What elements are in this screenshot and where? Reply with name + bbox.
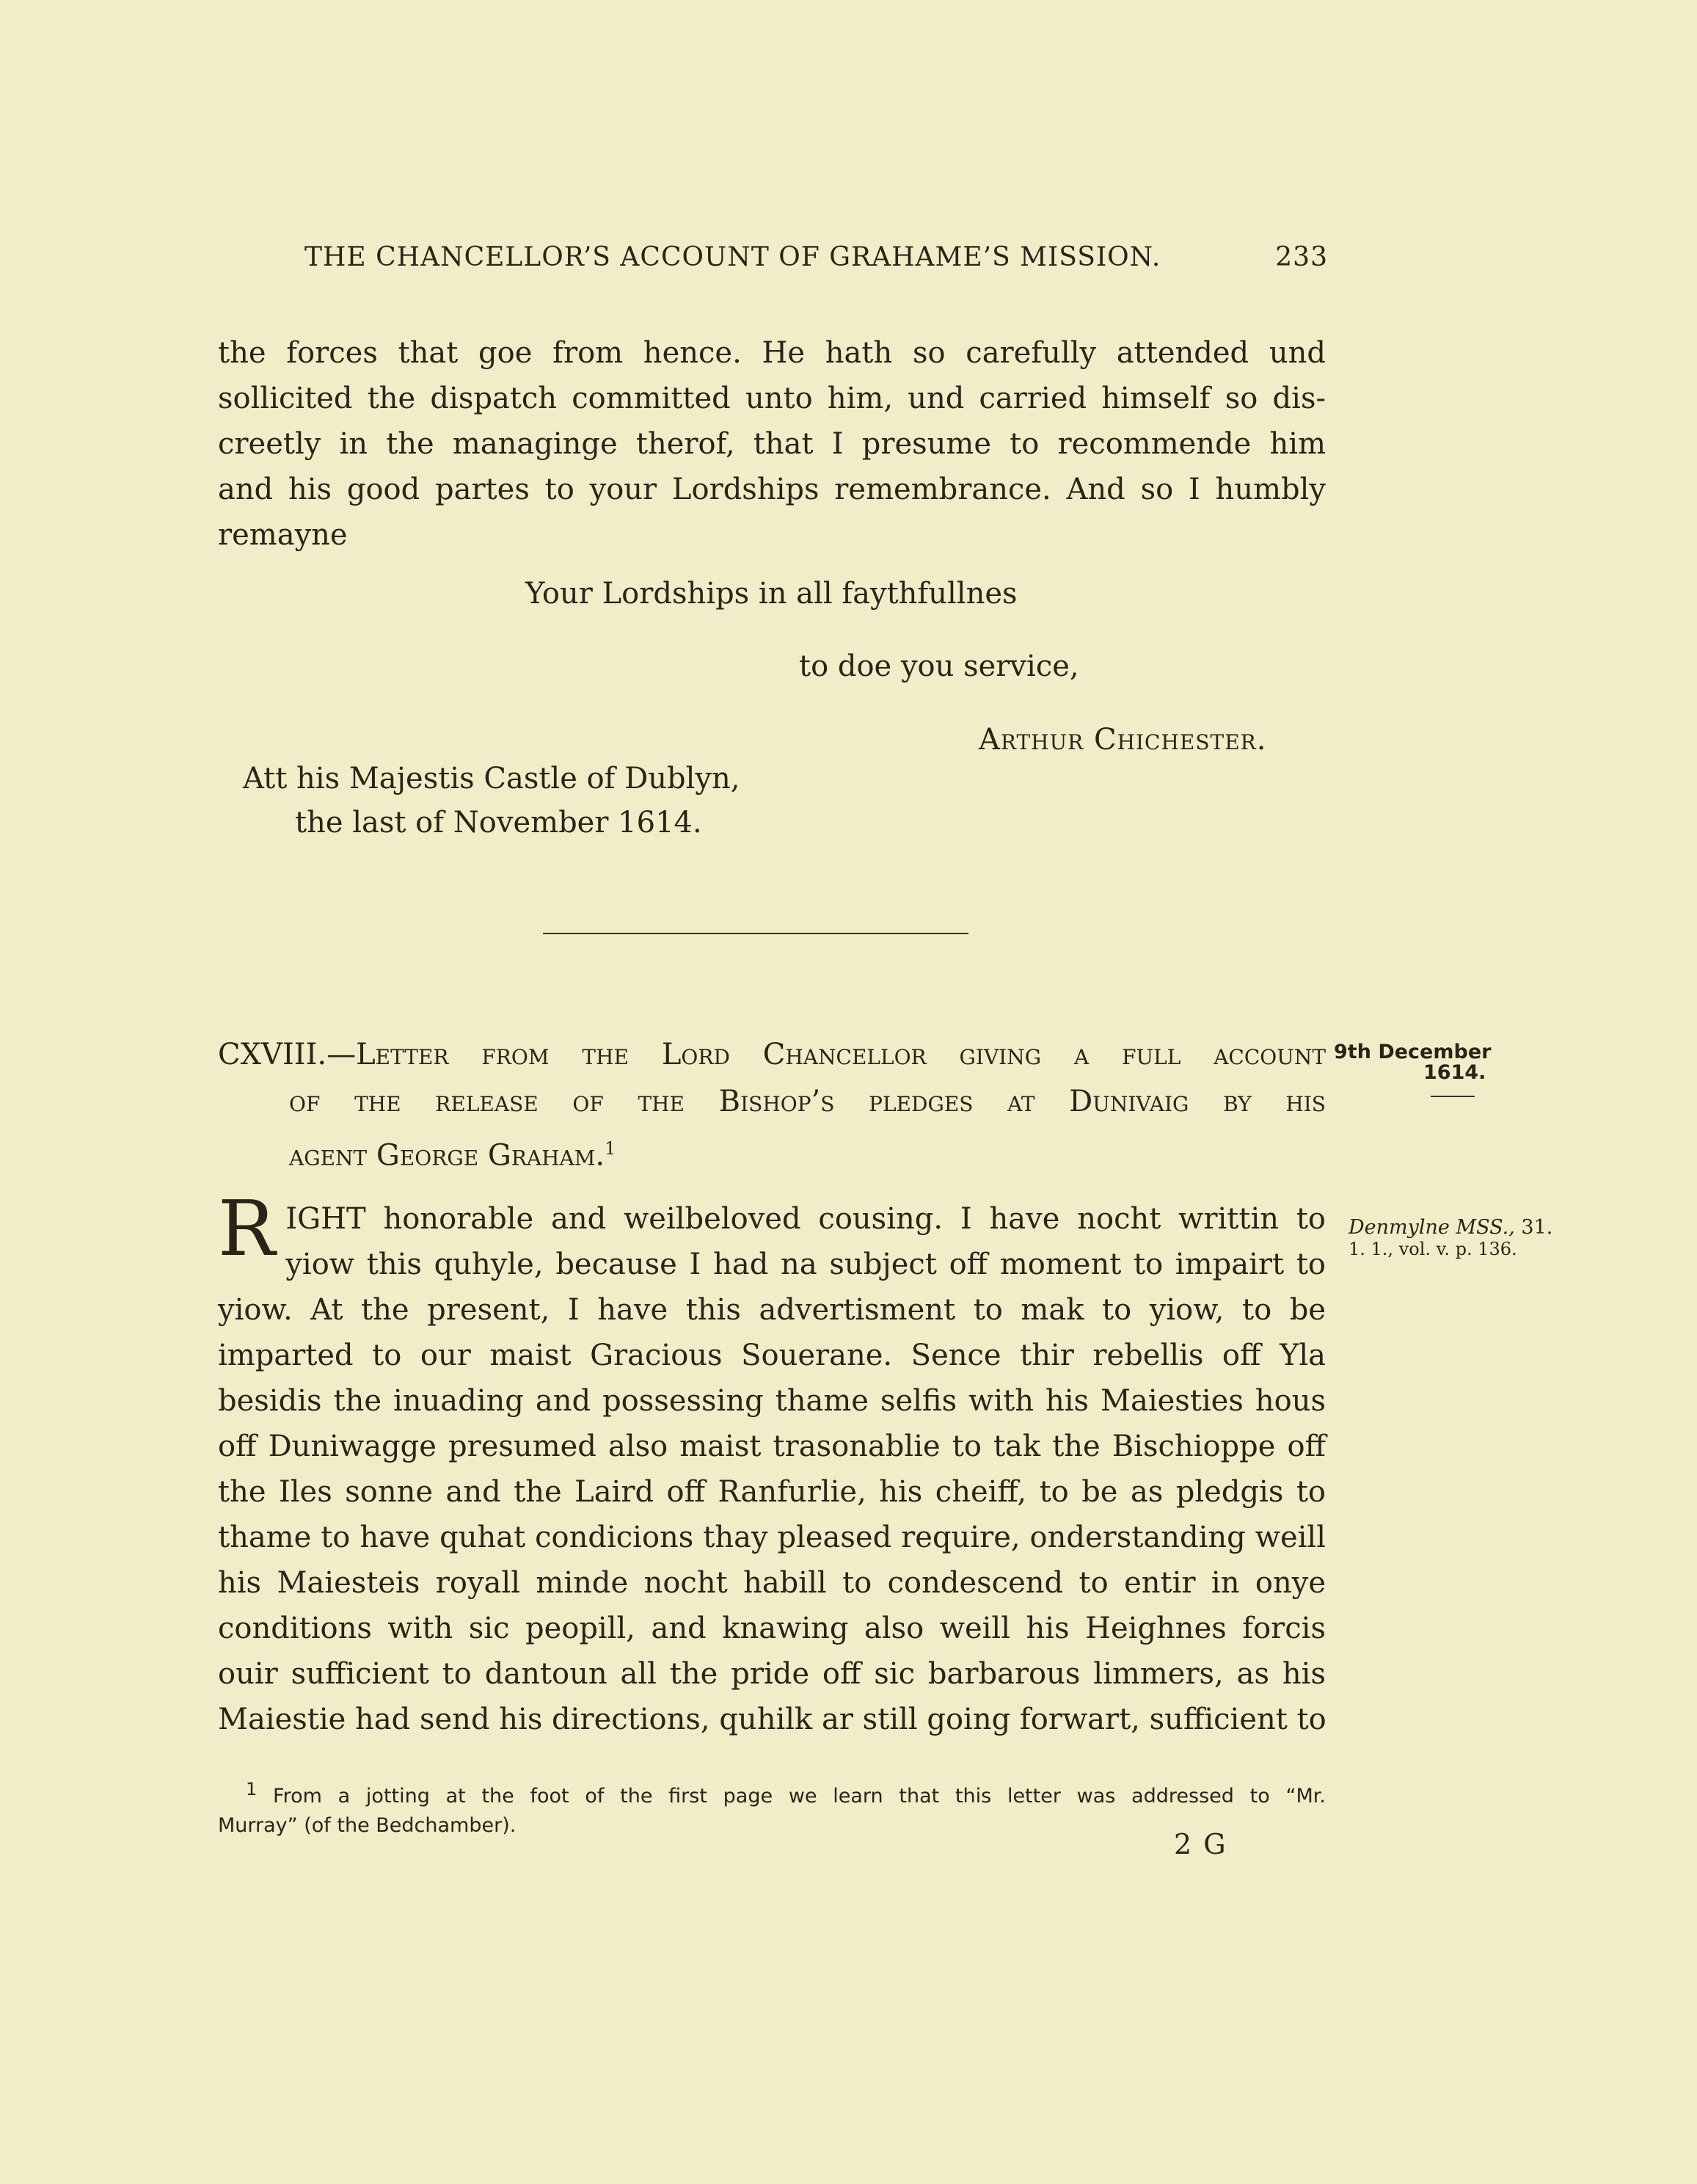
signature-mark: 2 G bbox=[1174, 1828, 1227, 1860]
running-title: THE CHANCELLOR’S ACCOUNT OF GRAHAME’S MISSION. bbox=[304, 242, 1161, 272]
text-line: yiow this quhyle, because I had na subject off moment to impairt to bbox=[285, 1248, 1326, 1281]
drop-cap: R bbox=[218, 1184, 276, 1273]
text-line: yiow. At the present, I have this advertisment to mak to yiow, to be bbox=[218, 1293, 1326, 1327]
text-line: the forces that goe from hence. He hath so carefully attended und bbox=[218, 336, 1326, 370]
text-line: imparted to our maist Gracious Souerane. Sence thir rebellis off Yla bbox=[218, 1339, 1326, 1372]
heading-line: Letter from the Lord Chancellor giving a full account bbox=[356, 1038, 1326, 1071]
letter-number: CXVIII. bbox=[218, 1038, 327, 1071]
running-header bbox=[304, 242, 1328, 272]
page-number: 233 bbox=[1275, 242, 1328, 272]
heading-line: of the release of the Bishop’s pledges at Dunivaig by his bbox=[289, 1085, 1326, 1118]
text-line: the Iles sonne and the Laird off Ranfurlie, his cheiff, to be as pledgis to bbox=[218, 1475, 1326, 1509]
source-number: 31. bbox=[1521, 1216, 1553, 1239]
footnote bbox=[218, 1774, 1326, 1841]
text-line: and his good partes to your Lordships remembrance. And so I humbly bbox=[218, 473, 1326, 506]
text-line: thame to have quhat condicions thay pleased require, onderstanding weill bbox=[218, 1521, 1326, 1554]
place-line: Att his Majestis Castle of Dublyn, bbox=[243, 762, 740, 796]
text-line: Maiestie had send his directions, quhilk ar still going forwart, sufficient to bbox=[218, 1703, 1326, 1736]
closing-line: Your Lordships in all faythfullnes bbox=[525, 577, 1018, 611]
text-line: his Maiesteis royall minde nocht habill to condescend to entir in onye bbox=[218, 1566, 1326, 1600]
section-divider bbox=[543, 933, 968, 934]
footnote-line: From a jotting at the foot of the first page we learn that this letter was addressed to “Mr. bbox=[273, 1785, 1326, 1808]
text-line: remayne bbox=[218, 518, 348, 552]
margin-source-ref: 1. 1., vol. v. p. 136. bbox=[1349, 1239, 1517, 1259]
letter-conclusion bbox=[218, 330, 1326, 512]
text-line: besidis the inuading and possessing thame selfis with his Maiesties hous bbox=[218, 1384, 1326, 1418]
signature-name: Arthur Chichester. bbox=[979, 723, 1267, 757]
heading-line: agent George Graham. bbox=[289, 1138, 605, 1173]
closing-line: to doe you service, bbox=[799, 649, 1079, 683]
margin-date-year: 1614. bbox=[1423, 1061, 1486, 1084]
text-line: ouir sufficient to dantoun all the pride off sic barbarous limmers, as his bbox=[218, 1657, 1326, 1691]
margin-date-day: 9th December bbox=[1334, 1041, 1492, 1063]
text-line: creetly in the managinge therof, that I presume to recommende him bbox=[218, 427, 1326, 461]
text-line: sollicited the dispatch committed unto him, und carried himself so dis- bbox=[218, 382, 1326, 415]
margin-source-title bbox=[1349, 1216, 1552, 1239]
text-line: off Duniwagge presumed also maist trasonablie to tak the Bischioppe off bbox=[218, 1430, 1326, 1463]
footnote-line: Murray” (of the Bedchamber). bbox=[218, 1814, 517, 1837]
margin-rule bbox=[1431, 1096, 1475, 1097]
letter-body bbox=[218, 1184, 1326, 1742]
letter-heading bbox=[218, 1031, 1326, 1179]
date-line: the last of November 1614. bbox=[295, 806, 702, 840]
text-line: conditions with sic peopill, and knawing also weill his Heighnes forcis bbox=[218, 1612, 1326, 1645]
footnote-ref: 1 bbox=[605, 1138, 616, 1159]
footnote-mark: 1 bbox=[246, 1779, 258, 1799]
text-line: IGHT honorable and weilbeloved cousing. I have nocht writtin to bbox=[285, 1202, 1326, 1236]
source-title: Denmylne MSS., bbox=[1349, 1216, 1515, 1239]
heading-dash: — bbox=[326, 1038, 357, 1071]
